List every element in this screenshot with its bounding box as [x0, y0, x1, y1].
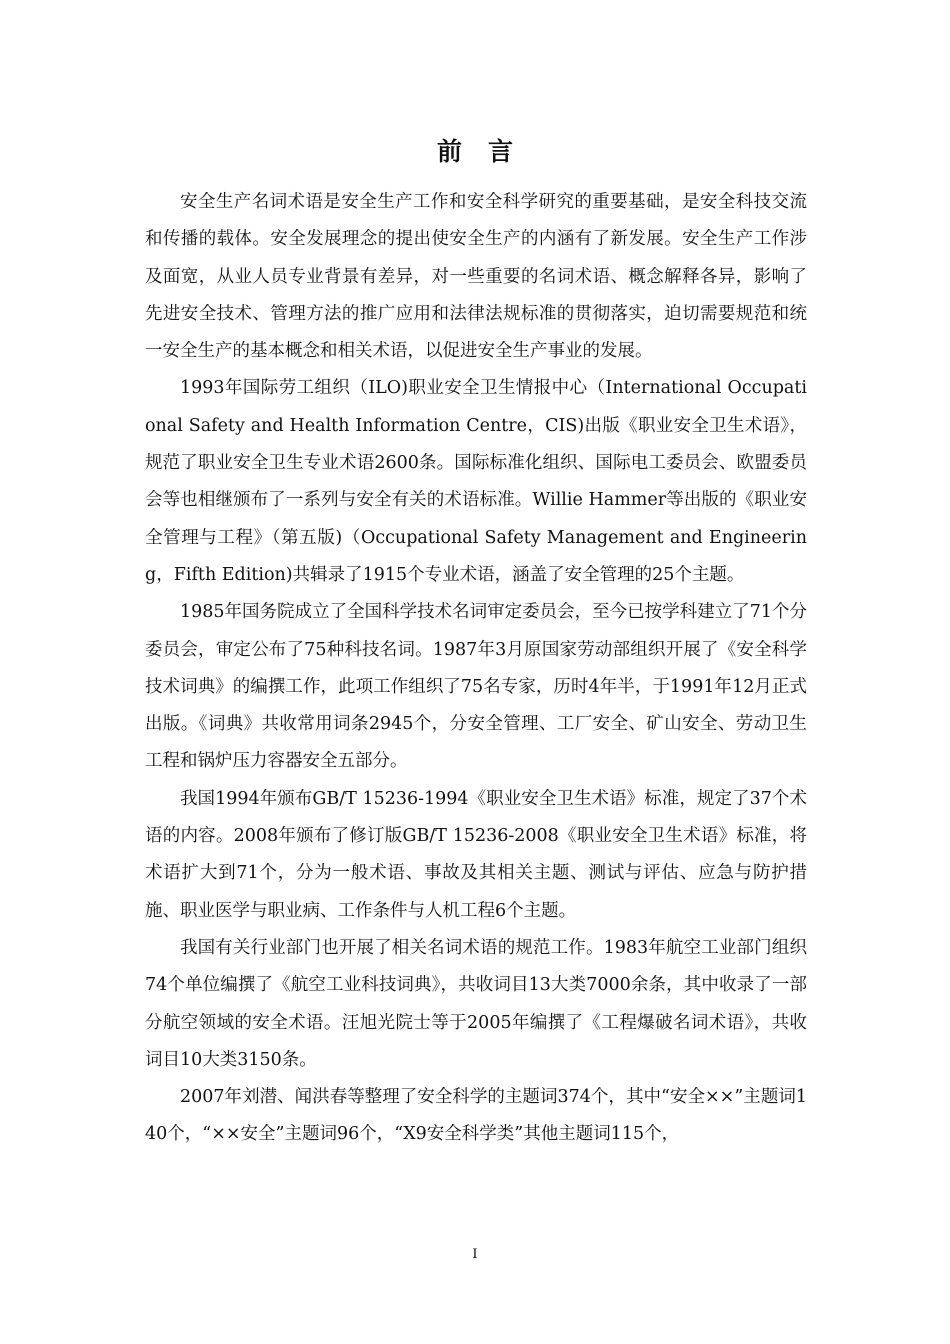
paragraph: 2007年刘潜、闻洪春等整理了安全科学的主题词374个，其中“安全××”主题词140个，“××安全”主题词96个，“X9安全科学类”其他主题词115个，: [145, 1087, 807, 1145]
paragraph: 安全生产名词术语是安全生产工作和安全科学研究的重要基础，是安全科技交流和传播的载体。安全发展理念的提出使安全生产的内涵有了新发展。安全生产工作涉及面宽，从业人员专业背景有差异，对一些重要的名词术语、概念解释各异，影响了先进安全技术、管理方法的推广应用和法律法规标准的贯彻落实，迫切需要规范和统一安全生产的基本概念和相关术语，以促进安全生产事业的发展。: [145, 192, 807, 362]
paragraph: 我国有关行业部门也开展了相关名词术语的规范工作。1983年航空工业部门组织74个单位编撰了《航空工业科技词典》，共收词目13大类7000余条，其中收录了一部分航空领域的安全术语。汪旭光院士等于2005年编撰了《工程爆破名词术语》，共收词目10大类3150条。: [145, 937, 807, 1070]
paragraph: 1985年国务院成立了全国科学技术名词审定委员会，至今已按学科建立了71个分委员会，审定公布了75种科技名词。1987年3月原国家劳动部组织开展了《安全科学技术词典》的编撰工作，此项工作组织了75名专家，历时4年半，于1991年12月正式出版。《词典》共收常用词条2945个，分安全管理、工厂安全、矿山安全、劳动卫生工程和锅炉压力容器安全五部分。: [145, 602, 807, 772]
paragraph: 我国1994年颁布GB/T 15236-1994《职业安全卫生术语》标准，规定了37个术语的内容。2008年颁布了修订版GB/T 15236-2008《职业安全卫生术语》标准，将术语扩大到71个，分为一般术语、事故及其相关主题、测试与评估、应急与防护措施、职业医学与职业病、工作条件与人机工程6个主题。: [145, 788, 807, 921]
page-number: I: [472, 1247, 478, 1262]
paragraph: 1993年国际劳工组织（ILO)职业安全卫生情报中心（International Occupational Safety and Health Information Centre，CIS)出版《职业安全卫生术语》，规范了职业安全卫生专业术语2600条。国际标准化组织、国际电工委员会、欧盟委员会等也相继颁布了一系列与安全有关的术语标准。Willie Hammer等出版的《职业安全管理与工程》（第五版)（Occupational Safety Management and Engineering，Fifth Edition)共辑录了1915个专业术语，涵盖了安全管理的25个主题。: [145, 378, 807, 585]
page-title: 前言: [436, 137, 539, 166]
body-text: [145, 184, 807, 1154]
